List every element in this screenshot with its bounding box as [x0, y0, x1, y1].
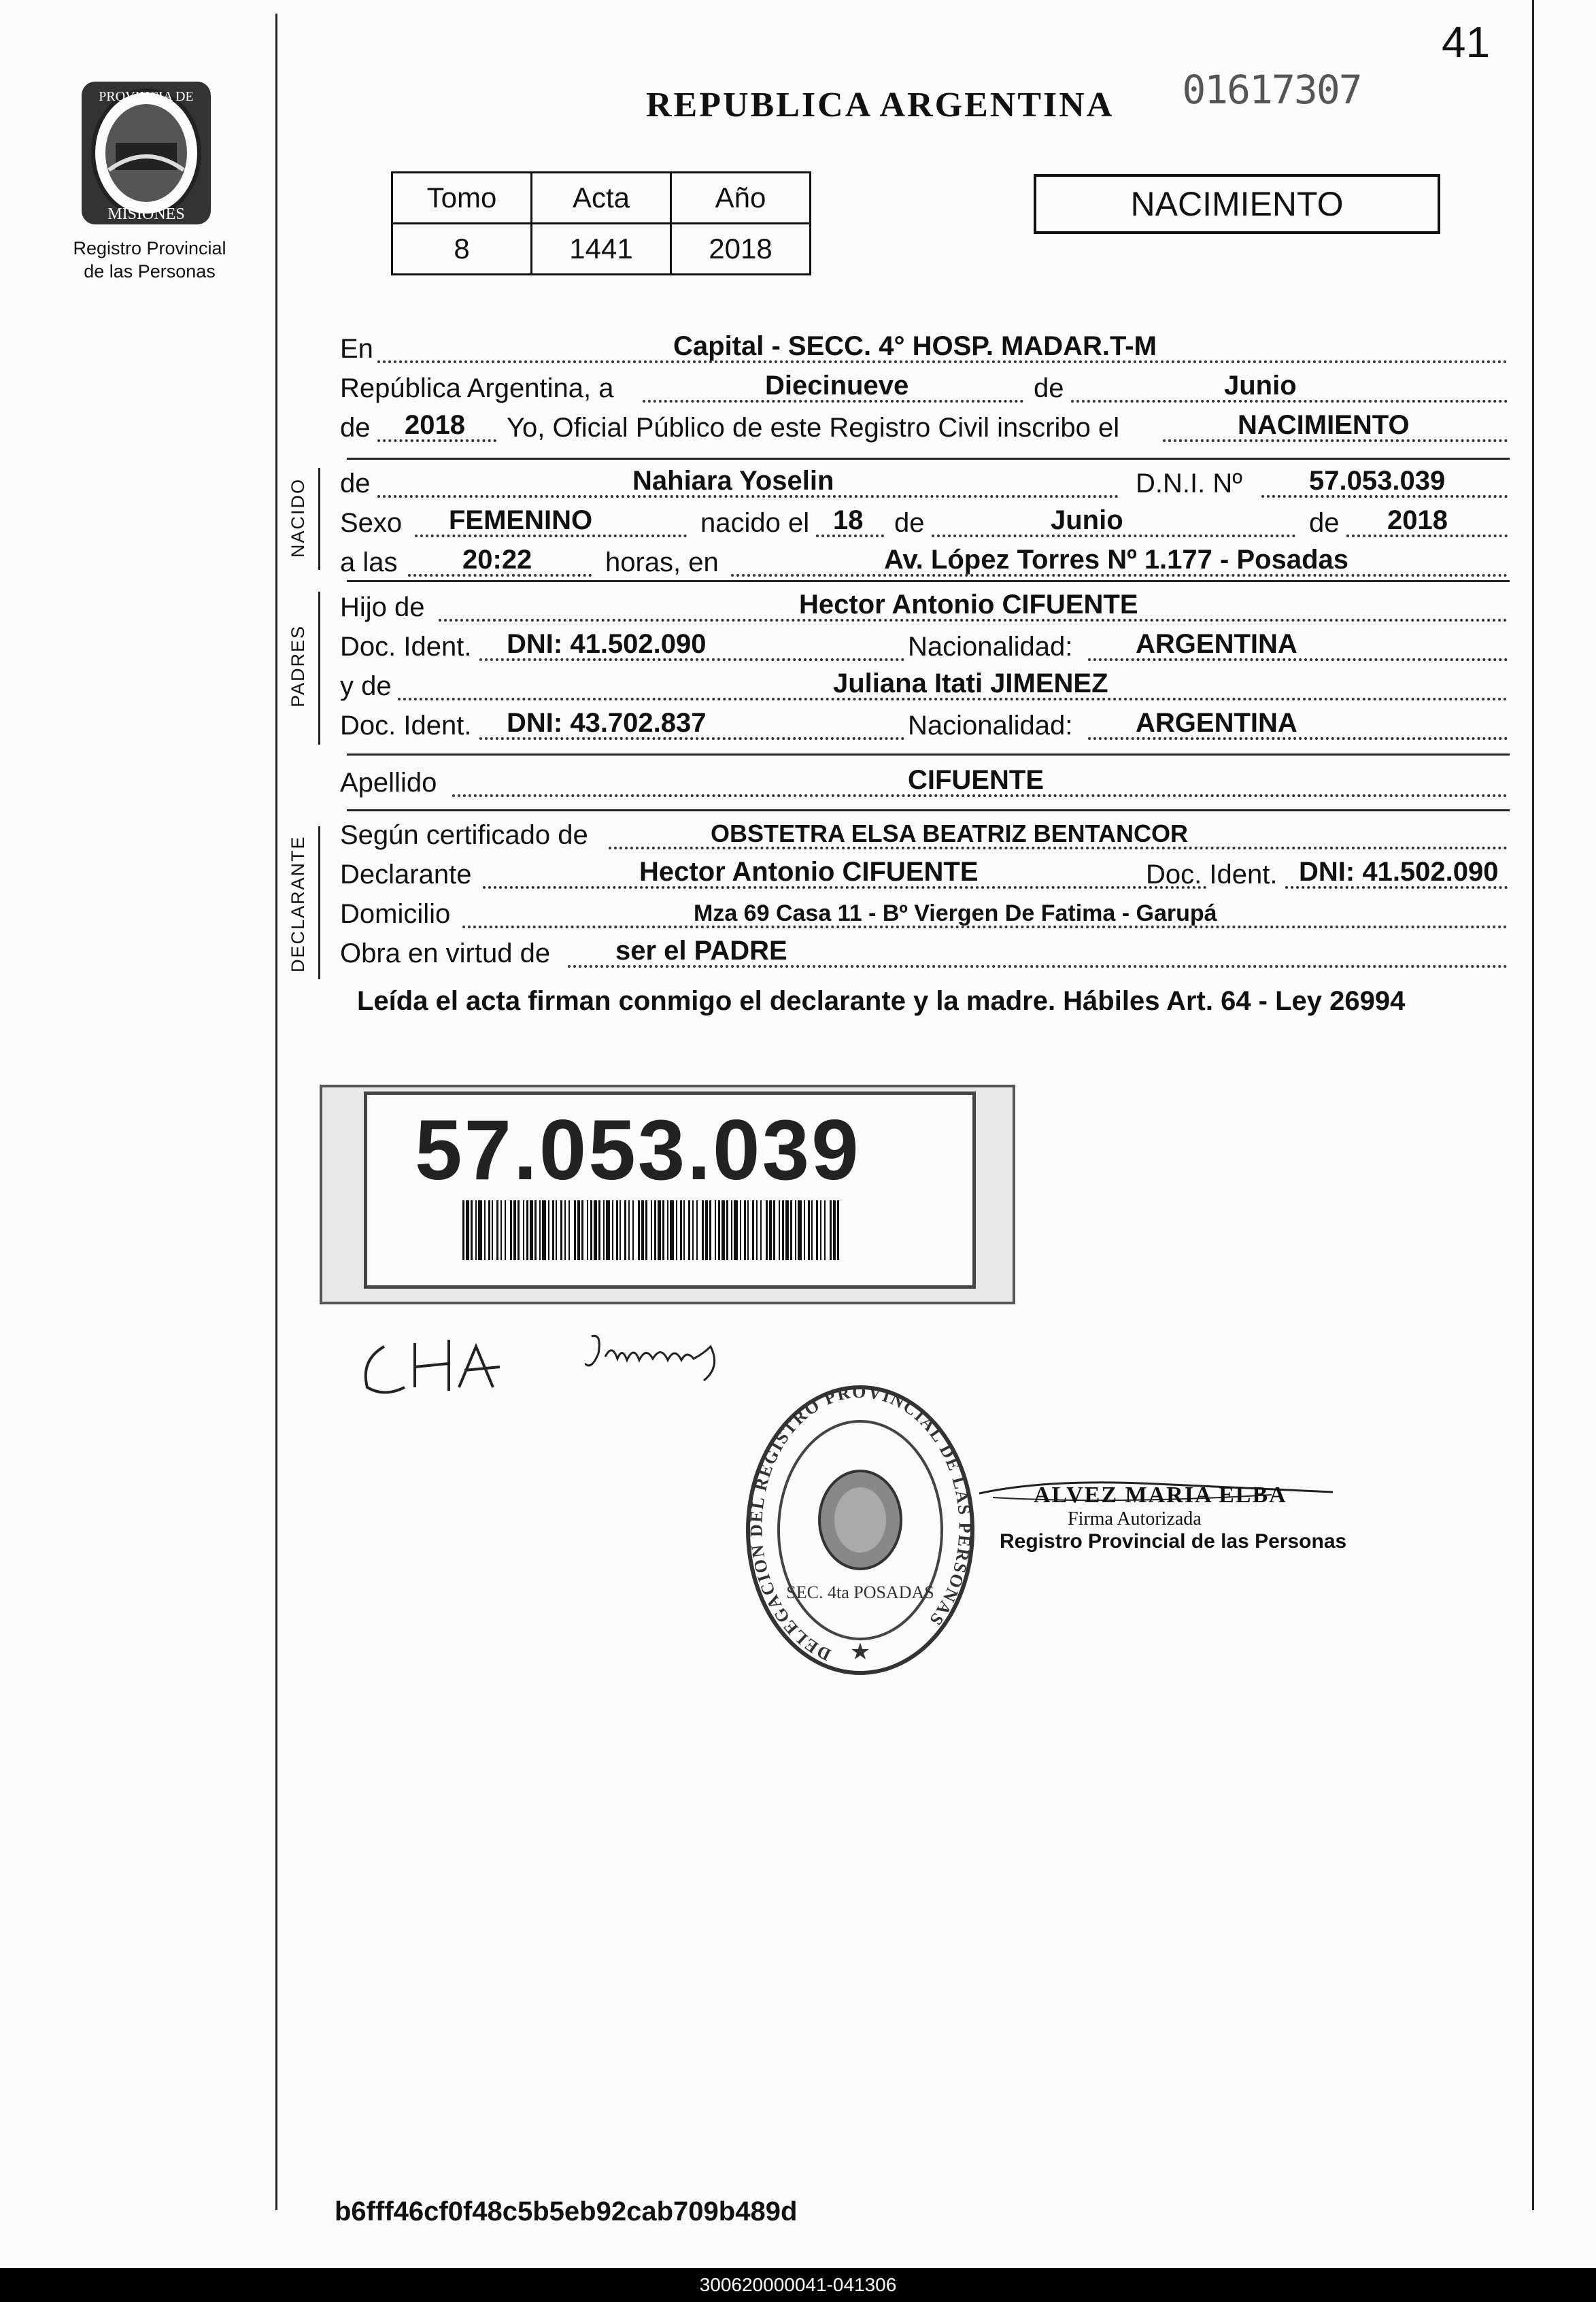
- serial-number-stamp: 01617307: [1182, 67, 1361, 113]
- signature-mother: [585, 1326, 741, 1391]
- day-word: Diecinueve: [765, 371, 909, 401]
- declarant-name: Hector Antonio CIFUENTE: [639, 857, 979, 887]
- barcode-bar: [705, 1200, 708, 1260]
- barcode-bar: [645, 1200, 647, 1260]
- header-anio: Año: [671, 173, 811, 224]
- barcode-bar: [526, 1200, 528, 1260]
- record-type-box: NACIMIENTO: [1034, 174, 1440, 234]
- barcode-bar: [587, 1200, 588, 1260]
- barcode-bar: [782, 1200, 784, 1260]
- father-nationality: ARGENTINA: [1136, 629, 1297, 659]
- barcode-bar: [808, 1200, 810, 1260]
- row-father-doc: Doc. Ident. DNI: 41.502.090 Nacionalidad: ARGENTINA: [340, 626, 1508, 665]
- barcode-bar: [564, 1200, 566, 1260]
- father-name: Hector Antonio CIFUENTE: [799, 590, 1138, 620]
- barcode-bar: [628, 1200, 630, 1260]
- svg-text:CHA: CHA: [357, 1333, 359, 1334]
- barcode-bar: [670, 1200, 674, 1260]
- barcode-bar: [534, 1200, 537, 1260]
- barcode-bar: [574, 1200, 576, 1260]
- document-hash: b6fff46cf0f48c5b5eb92cab709b489d: [335, 2197, 798, 2227]
- row-place: En Capital - SECC. 4° HOSP. MADAR.T-M: [340, 328, 1508, 367]
- country-title: REPUBLICA ARGENTINA: [646, 86, 1115, 124]
- barcode-bar: [726, 1200, 728, 1260]
- barcode-bar: [804, 1200, 805, 1260]
- barcode-bar: [785, 1200, 789, 1260]
- barcode-bar: [766, 1200, 768, 1260]
- barcode-bar: [747, 1200, 749, 1260]
- barcode-bar: [492, 1200, 493, 1260]
- address-value: Mza 69 Casa 11 - Bº Viergen De Fatima - Garupá: [694, 900, 1217, 926]
- row-surname: Apellido CIFUENTE: [340, 762, 1508, 801]
- barcode-bar: [484, 1200, 486, 1260]
- barcode-bar: [500, 1200, 502, 1260]
- header-tomo: Tomo: [392, 173, 532, 224]
- place-value: Capital - SECC. 4° HOSP. MADAR.T-M: [673, 331, 1157, 361]
- barcode-bar: [548, 1200, 549, 1260]
- header-acta: Acta: [532, 173, 671, 224]
- signature-declarant: [357, 1333, 507, 1411]
- birth-place: Av. López Torres Nº 1.177 - Posadas: [884, 545, 1348, 575]
- row-sex-birth: Sexo FEMENINO nacido el 18 de Junio de 2018: [340, 502, 1508, 541]
- barcode-bar: [641, 1200, 644, 1260]
- birth-day: 18: [833, 505, 864, 535]
- barcode-bar: [667, 1200, 668, 1260]
- birth-month: Junio: [1051, 505, 1123, 535]
- barcode-bar: [598, 1200, 600, 1260]
- official-stamp: [745, 1377, 976, 1687]
- declarante-bracket: [318, 826, 320, 979]
- footer-code-bar: 300620000041-041306: [0, 2268, 1596, 2302]
- svg-text:PROVINCIA DE: PROVINCIA DE: [99, 89, 194, 104]
- page-number: 41: [1442, 18, 1491, 67]
- barcode-bar: [837, 1200, 839, 1260]
- act-type-value: NACIMIENTO: [1238, 410, 1410, 440]
- barcode-bar: [816, 1200, 818, 1260]
- barcode-bar: [654, 1200, 656, 1260]
- barcode-bar: [462, 1200, 464, 1260]
- mother-doc: DNI: 43.702.837: [507, 708, 707, 738]
- barcode-bar: [709, 1200, 711, 1260]
- barcode-bar: [824, 1200, 826, 1260]
- birth-time: 20:22: [462, 545, 532, 575]
- row-father: Hijo de Hector Antonio CIFUENTE: [340, 586, 1508, 626]
- barcode-bar: [744, 1200, 746, 1260]
- closing-statement: Leída el acta firman conmigo el declarante y la madre. Hábiles Art. 64 - Ley 26994: [357, 986, 1406, 1016]
- barcode-bar: [790, 1200, 792, 1260]
- barcode-bar: [721, 1200, 725, 1260]
- row-mother: y de Juliana Itati JIMENEZ: [340, 665, 1508, 705]
- month-value: Junio: [1224, 371, 1297, 401]
- barcode-bar: [590, 1200, 592, 1260]
- barcode-bar: [505, 1200, 506, 1260]
- row-date: República Argentina, a Diecinueve de Junio: [340, 367, 1508, 407]
- barcode-bar: [523, 1200, 524, 1260]
- barcode-bar: [616, 1200, 618, 1260]
- father-doc: DNI: 41.502.090: [507, 629, 707, 659]
- record-table: [391, 171, 811, 275]
- barcode-bar: [539, 1200, 541, 1260]
- barcode-bar: [769, 1200, 772, 1260]
- barcode-bar: [638, 1200, 640, 1260]
- row-mother-doc: Doc. Ident. DNI: 43.702.837 Nacionalidad: ARGENTINA: [340, 705, 1508, 744]
- barcode-bar: [624, 1200, 626, 1260]
- barcode-bar: [552, 1200, 554, 1260]
- child-dni: 57.053.039: [1309, 466, 1446, 496]
- row-year: de 2018 Yo, Oficial Público de este Registro Civil inscribo el NACIMIENTO: [340, 407, 1508, 446]
- barcode-bar: [606, 1200, 610, 1260]
- barcode-bar: [696, 1200, 698, 1260]
- value-tomo: 8: [392, 224, 532, 275]
- dni-sticker-number: 57.053.039: [415, 1103, 861, 1198]
- barcode-bar: [612, 1200, 613, 1260]
- barcode-bar: [740, 1200, 741, 1260]
- barcode-bar: [820, 1200, 821, 1260]
- registry-label: Registro Provincial de las Personas: [73, 238, 226, 282]
- separator-3: [347, 754, 1510, 756]
- barcode-bar: [556, 1200, 557, 1260]
- barcode-bar: [542, 1200, 546, 1260]
- barcode-bar: [718, 1200, 720, 1260]
- right-margin-line: [1532, 0, 1534, 2210]
- barcode-bar: [496, 1200, 498, 1260]
- declarant-doc: DNI: 41.502.090: [1299, 857, 1499, 887]
- barcode-bar: [581, 1200, 583, 1260]
- barcode-bar: [731, 1200, 732, 1260]
- barcode-bar: [488, 1200, 490, 1260]
- official-signature-block: [979, 1483, 1346, 1553]
- barcode-bar: [594, 1200, 597, 1260]
- barcode-bar: [811, 1200, 813, 1260]
- barcode-bar: [662, 1200, 664, 1260]
- svg-text:SEC. 4ta POSADAS: SEC. 4ta POSADAS: [786, 1582, 934, 1602]
- capacity-value: ser el PADRE: [615, 936, 787, 966]
- barcode-bar: [676, 1200, 677, 1260]
- barcode-bar: [651, 1200, 652, 1260]
- birth-year: 2018: [1387, 505, 1448, 535]
- row-time-place: a las 20:22 horas, en Av. López Torres Nº 1.177 - Posadas: [340, 541, 1508, 581]
- section-label-nacido: NACIDO: [288, 477, 308, 558]
- svg-text:MISIONES: MISIONES: [107, 205, 185, 223]
- left-margin-line: [275, 14, 277, 2210]
- barcode-bar: [577, 1200, 580, 1260]
- barcode-bar: [752, 1200, 754, 1260]
- barcode-bar: [517, 1200, 520, 1260]
- year-value: 2018: [405, 410, 465, 440]
- certificate-value: OBSTETRA ELSA BEATRIZ BENTANCOR: [711, 819, 1188, 847]
- barcode-bar: [568, 1200, 570, 1260]
- section-label-padres: PADRES: [288, 624, 308, 707]
- barcode-bar: [680, 1200, 682, 1260]
- barcode-bar: [478, 1200, 482, 1260]
- barcode-bar: [688, 1200, 690, 1260]
- barcode: [462, 1200, 843, 1260]
- row-certificate: Según certificado de OBSTETRA ELSA BEATRIZ BENTANCOR: [340, 814, 1508, 853]
- value-acta: 1441: [532, 224, 671, 275]
- official-role: Firma Autorizada: [1068, 1508, 1202, 1529]
- barcode-bar: [603, 1200, 605, 1260]
- barcode-bar: [560, 1200, 562, 1260]
- barcode-bar: [795, 1200, 796, 1260]
- surname-value: CIFUENTE: [908, 765, 1044, 795]
- nacido-bracket: [318, 468, 320, 570]
- value-anio: 2018: [671, 224, 811, 275]
- province-seal-logo: [68, 68, 245, 241]
- row-address: Domicilio Mza 69 Casa 11 - Bº Viergen De Fatima - Garupá: [340, 893, 1508, 932]
- barcode-bar: [773, 1200, 775, 1260]
- svg-text:Jimenez: Jimenez: [585, 1326, 588, 1327]
- separator-4: [347, 809, 1510, 811]
- official-name: ALVEZ MARIA ELBA: [1034, 1483, 1287, 1508]
- separator-2: [347, 580, 1510, 582]
- barcode-bar: [702, 1200, 704, 1260]
- barcode-bar: [658, 1200, 661, 1260]
- official-org: Registro Provincial de las Personas: [1000, 1530, 1347, 1553]
- row-name: de Nahiara Yoselin D.N.I. Nº 57.053.039: [340, 462, 1508, 502]
- row-capacity: Obra en virtud de ser el PADRE: [340, 932, 1508, 972]
- barcode-bar: [475, 1200, 477, 1260]
- barcode-bar: [715, 1200, 716, 1260]
- svg-text:★: ★: [849, 1639, 871, 1665]
- padres-bracket: [318, 592, 320, 745]
- barcode-bar: [779, 1200, 780, 1260]
- barcode-bar: [513, 1200, 516, 1260]
- section-label-declarante: DECLARANTE: [288, 835, 308, 972]
- barcode-bar: [683, 1200, 685, 1260]
- barcode-bar: [734, 1200, 738, 1260]
- barcode-bar: [830, 1200, 832, 1260]
- barcode-bar: [833, 1200, 836, 1260]
- barcode-bar: [798, 1200, 802, 1260]
- barcode-bar: [466, 1200, 469, 1260]
- sex-value: FEMENINO: [449, 505, 593, 535]
- child-name: Nahiara Yoselin: [632, 466, 834, 496]
- barcode-bar: [632, 1200, 634, 1260]
- barcode-bar: [756, 1200, 758, 1260]
- mother-nationality: ARGENTINA: [1136, 708, 1297, 738]
- barcode-bar: [692, 1200, 694, 1260]
- svg-text:DELEGACION DEL REGISTRO PROVIN: DELEGACION DEL REGISTRO PROVINCIAL DE LAS PERSONAS: [746, 1381, 975, 1665]
- barcode-bar: [510, 1200, 512, 1260]
- barcode-bar: [619, 1200, 621, 1260]
- barcode-bar: [471, 1200, 473, 1260]
- row-declarant: Declarante Hector Antonio CIFUENTE Doc. Ident. DNI: 41.502.090: [340, 853, 1508, 893]
- separator-1: [347, 458, 1510, 460]
- mother-name: Juliana Itati JIMENEZ: [833, 668, 1108, 698]
- barcode-bar: [530, 1200, 533, 1260]
- barcode-bar: [760, 1200, 762, 1260]
